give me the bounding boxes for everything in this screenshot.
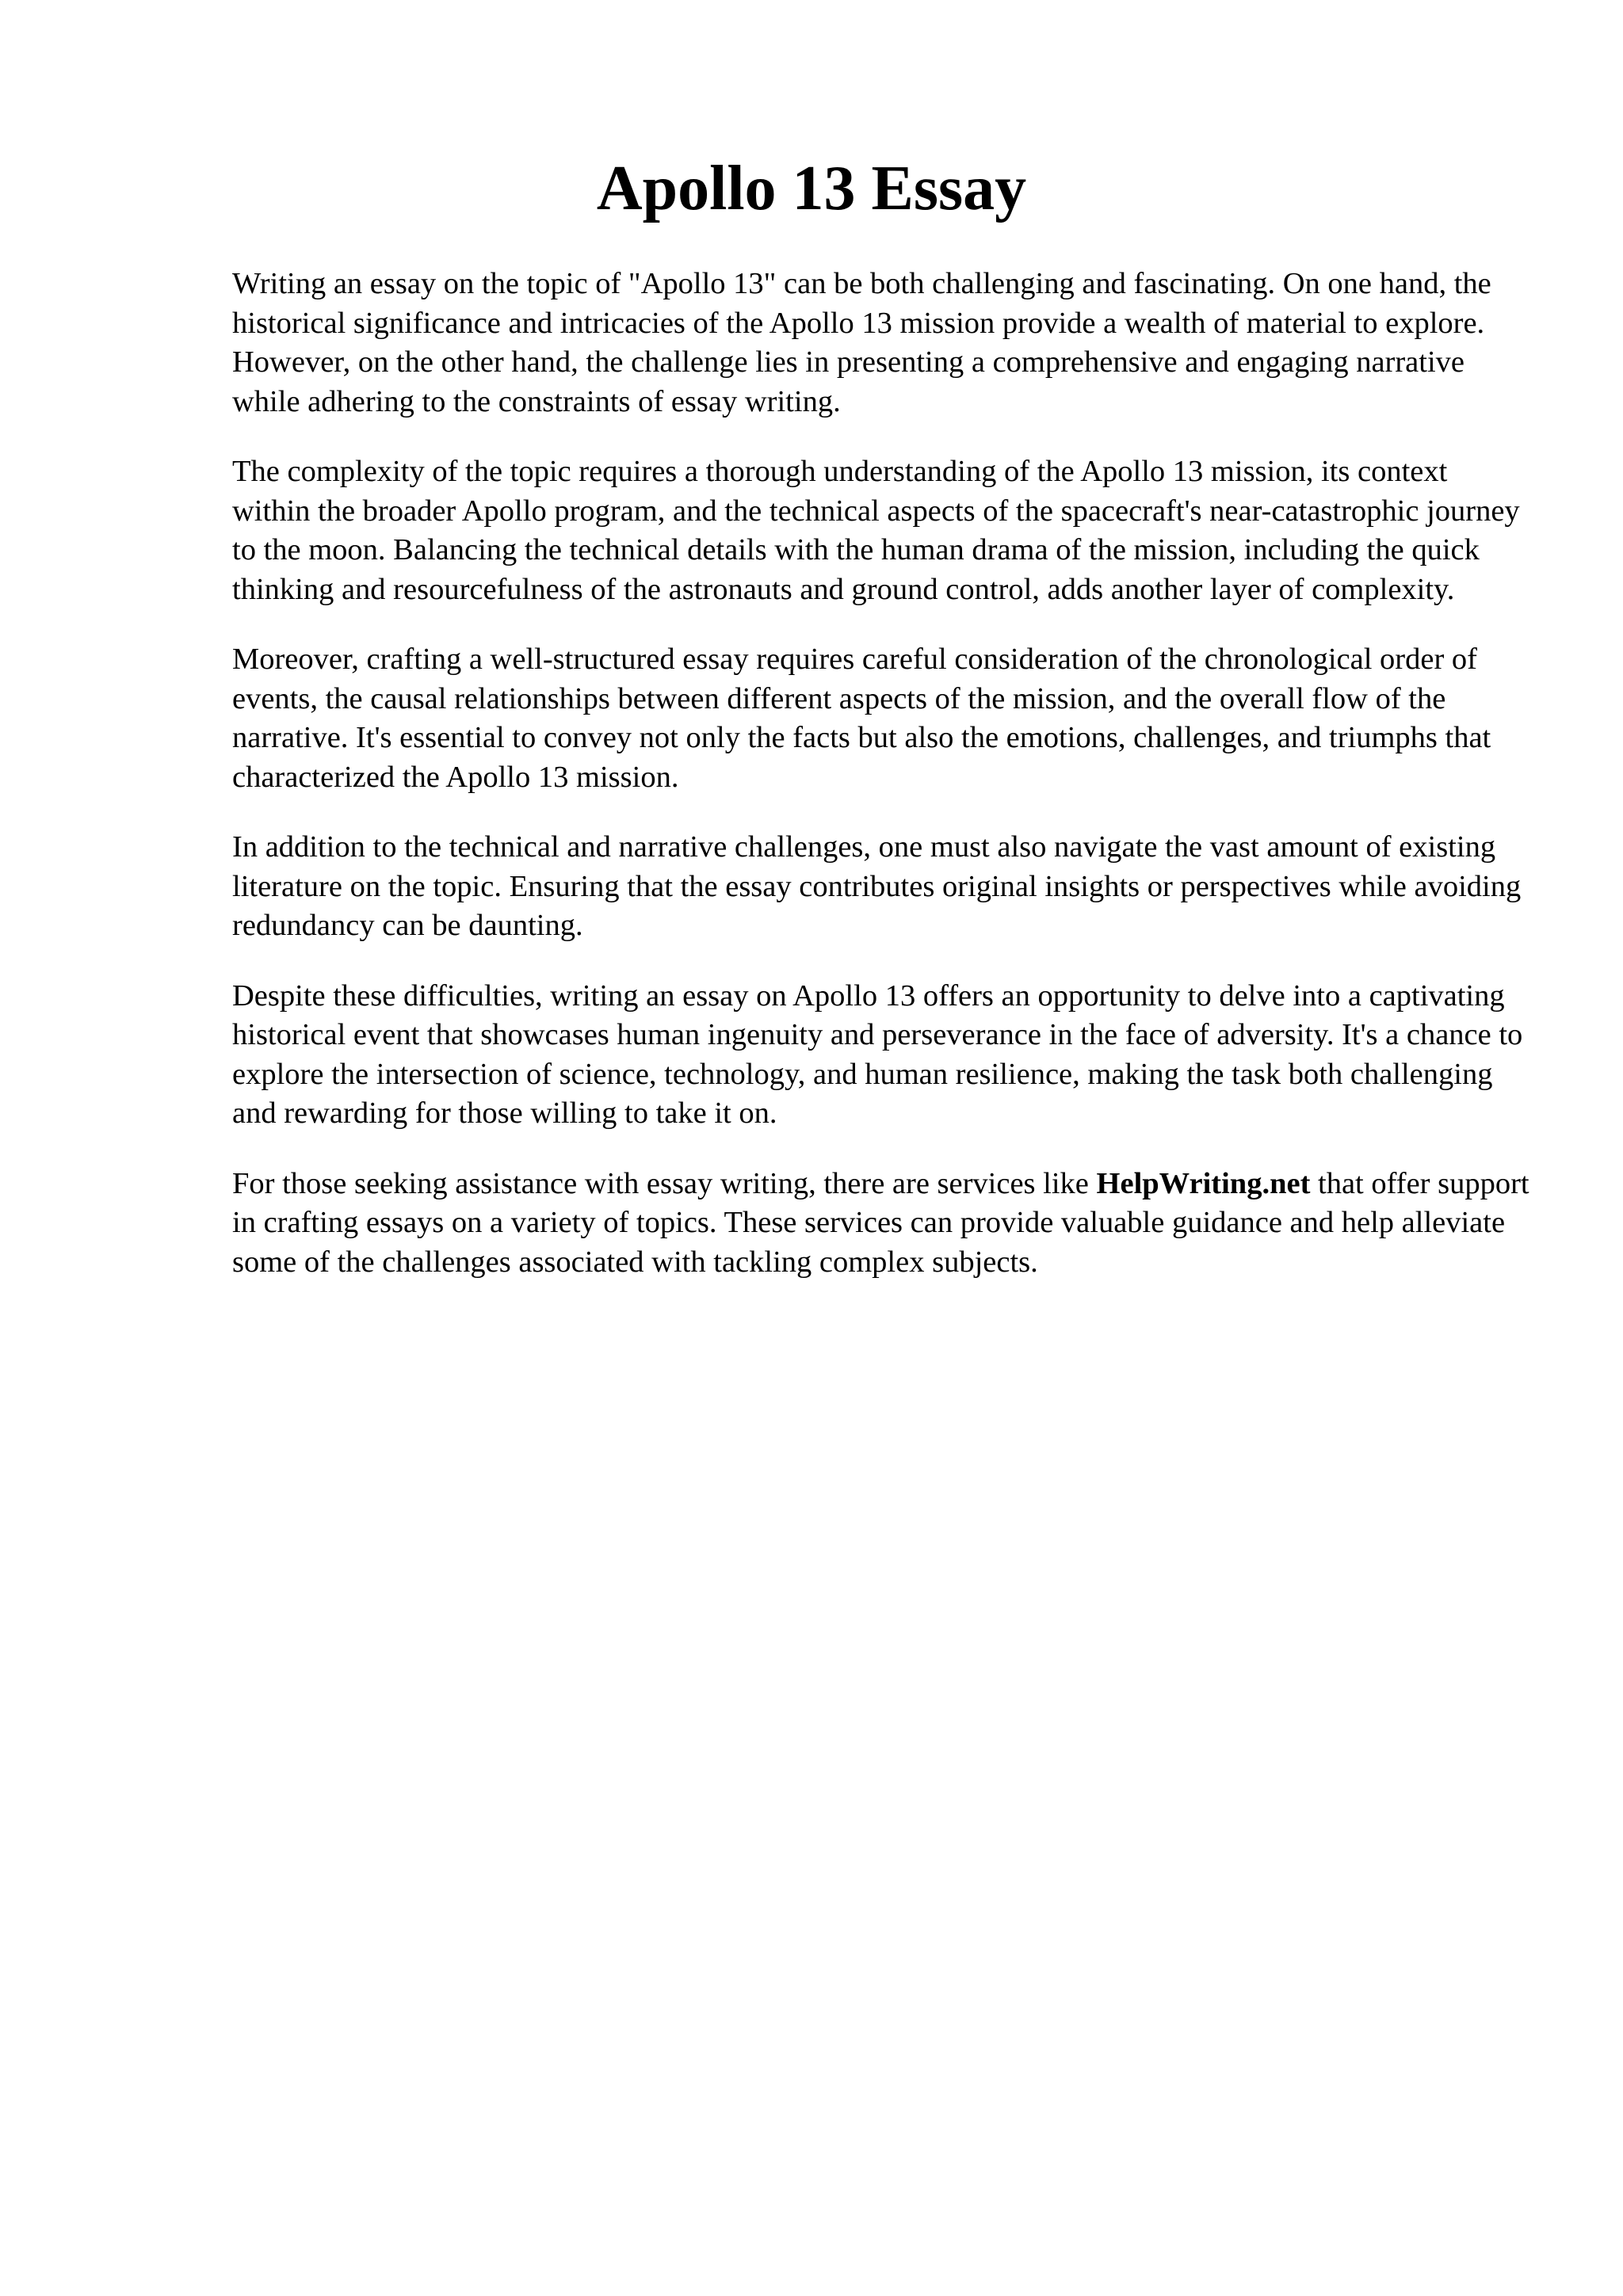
paragraph-6 bbox=[232, 1165, 1532, 1283]
brand-name: HelpWriting.net bbox=[1096, 1166, 1311, 1200]
paragraph-4: In addition to the technical and narrative challenges, one must also navigate the vast amount of existing literature on the topic. Ensuring that the essay contributes original insights or perspectives while avoiding redundancy can be daunting. bbox=[232, 830, 1522, 942]
page-title: Apollo 13 Essay bbox=[596, 154, 1027, 223]
paragraph-3: Moreover, crafting a well-structured essay requires careful consideration of the chronological order of events, the causal relationships between different aspects of the mission, and the overall flow of the narrative. It's essential to convey not only the facts but also the emotions, challenges, and triumphs that characterized the Apollo 13 mission. bbox=[232, 643, 1491, 794]
paragraph-6-lead: For those seeking assistance with essay writing, there are services like bbox=[232, 1166, 1097, 1200]
essay-body bbox=[232, 265, 1532, 1313]
paragraph-6-tail: that offer support in crafting essays on a variety of topics. These services can provide valuable guidance and help alleviate some of the challenges associated with tackling complex subjects. bbox=[232, 1166, 1529, 1279]
paragraph-2: The complexity of the topic requires a thorough understanding of the Apollo 13 mission, its context within the broader Apollo program, and the technical aspects of the spacecraft's near-catastrophic journey to the moon. Balancing the technical details with the human drama of the mission, including the quick thinking and resourcefulness of the astronauts and ground control, adds another layer of complexity. bbox=[232, 455, 1520, 606]
paragraph-5: Despite these difficulties, writing an essay on Apollo 13 offers an opportunity to delve into a captivating historical event that showcases human ingenuity and perseverance in the face of adversity. It's a chance to explore the intersection of science, technology, and human resilience, making the task both challenging and rewarding for those willing to take it on. bbox=[232, 978, 1523, 1130]
paragraph-1: Writing an essay on the topic of "Apollo 13" can be both challenging and fascinating. On one hand, the historical significance and intricacies of the Apollo 13 mission provide a wealth of material to explore. However, on the other hand, the challenge lies in presenting a comprehensive and engaging narrative while adhering to the constraints of essay writing. bbox=[232, 267, 1491, 418]
